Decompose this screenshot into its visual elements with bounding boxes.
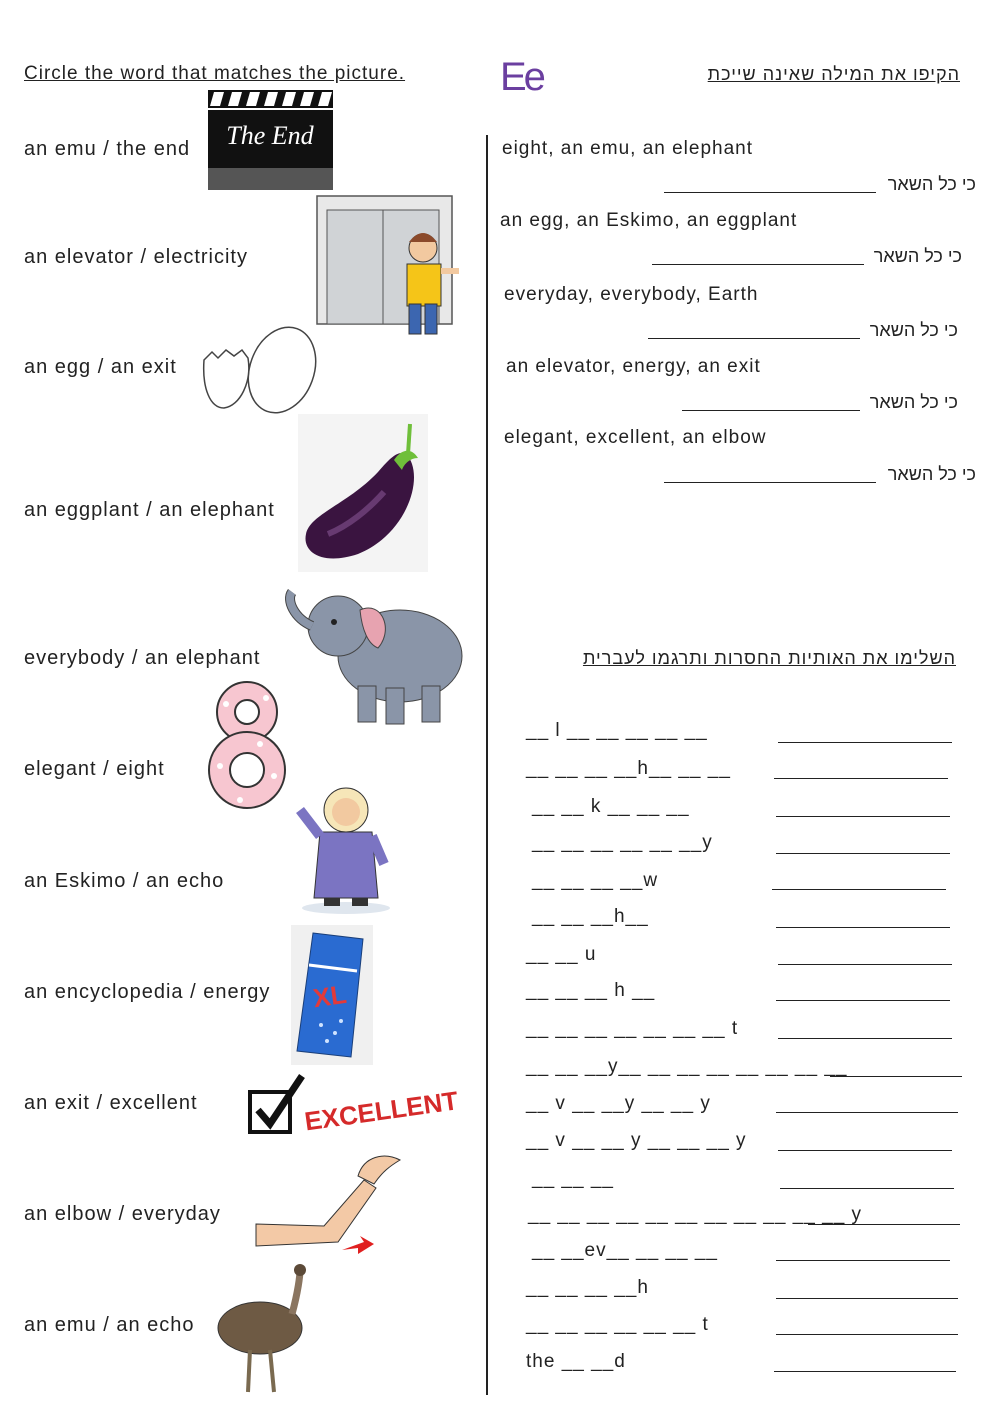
fill-pattern-16[interactable]: __ __ __ __h [526,1277,649,1298]
emu-picture [214,1262,314,1397]
because-label-1: כי כל השאר [887,174,976,194]
excellent-picture [246,1072,460,1138]
can-text: XL [311,978,349,1014]
fill-pattern-10[interactable]: __ __ __y__ __ __ __ __ __ __ __ [526,1056,848,1077]
answer-line-4[interactable] [682,410,860,411]
clapperboard-picture [208,90,333,190]
circle-item-4[interactable]: an eggplant / an elephant [24,499,275,521]
fill-pattern-1[interactable]: __ l __ __ __ __ __ [526,720,708,741]
odd-words-3[interactable]: everyday, everybody, Earth [504,284,759,305]
translation-line-14[interactable] [808,1224,960,1225]
fill-pattern-11[interactable]: __ v __ __y __ __ y [526,1093,711,1114]
letter-e-logo: Ee [500,55,543,99]
circle-item-8[interactable]: an encyclopedia / energy [24,981,271,1003]
answer-line-3[interactable] [648,338,860,339]
answer-line-5[interactable] [664,482,876,483]
egg-picture [200,322,320,417]
circle-item-9[interactable]: an exit / excellent [24,1092,198,1114]
because-label-2: כי כל השאר [873,246,962,266]
circle-item-3[interactable]: an egg / an exit [24,356,177,378]
translation-line-2[interactable] [774,778,948,779]
excellent-text: EXCELLENT [302,1085,460,1137]
circle-item-2[interactable]: an elevator / electricity [24,246,248,268]
circle-item-6[interactable]: elegant / eight [24,758,165,780]
odd-words-1[interactable]: eight, an emu, an elephant [502,138,754,159]
eskimo-picture [296,780,394,915]
fill-pattern-12[interactable]: __ v __ __ y __ __ __ y [526,1130,747,1151]
because-label-5: כי כל השאר [887,464,976,484]
circle-item-11[interactable]: an emu / an echo [24,1314,195,1336]
fill-pattern-7[interactable]: __ __ u [526,944,597,965]
translation-line-12[interactable] [778,1150,952,1151]
fill-pattern-13[interactable]: __ __ __ [532,1168,614,1189]
fill-pattern-14[interactable]: __ __ __ __ __ __ __ __ __ __ __ y [528,1204,863,1225]
translation-line-11[interactable] [776,1112,958,1113]
eggplant-picture [298,414,428,572]
elbow-picture [254,1150,404,1262]
clapperboard-text: The End [226,121,314,150]
circle-item-7[interactable]: an Eskimo / an echo [24,870,225,892]
fill-pattern-18[interactable]: the __ __d [526,1351,626,1372]
translation-line-13[interactable] [780,1188,954,1189]
fill-pattern-15[interactable]: __ __ev__ __ __ __ [532,1240,718,1261]
circle-item-10[interactable]: an elbow / everyday [24,1203,221,1225]
translation-line-16[interactable] [776,1298,958,1299]
fill-pattern-3[interactable]: __ __ k __ __ __ [532,796,690,817]
fill-pattern-17[interactable]: __ __ __ __ __ __ t [526,1314,709,1335]
fill-pattern-9[interactable]: __ __ __ __ __ __ __ t [526,1018,739,1039]
translation-line-15[interactable] [776,1260,950,1261]
translation-line-5[interactable] [772,889,946,890]
translation-line-3[interactable] [776,816,950,817]
circle-item-1[interactable]: an emu / the end [24,138,191,160]
translation-line-6[interactable] [776,927,950,928]
because-label-4: כי כל השאר [869,392,958,412]
odd-words-2[interactable]: an egg, an Eskimo, an eggplant [500,210,798,231]
fill-pattern-6[interactable]: __ __ __h__ [532,906,649,927]
translation-line-17[interactable] [776,1334,958,1335]
column-divider [486,135,488,1395]
number-eight-picture [200,676,295,811]
fill-pattern-5[interactable]: __ __ __ __w [532,870,659,891]
translation-line-4[interactable] [776,853,950,854]
translation-line-18[interactable] [774,1371,956,1372]
odd-words-5[interactable]: elegant, excellent, an elbow [504,427,767,448]
elephant-picture [282,570,468,730]
elevator-picture [317,196,452,336]
answer-line-1[interactable] [664,192,876,193]
complete-instruction: השלימו את האותיות החסרות ותרגמו לעברית [582,648,956,668]
answer-line-2[interactable] [652,264,864,265]
left-instruction: Circle the word that matches the picture. [24,63,406,84]
translation-line-7[interactable] [778,964,952,965]
translation-line-1[interactable] [778,742,952,743]
fill-pattern-2[interactable]: __ __ __ __h__ __ __ [526,758,731,779]
energy-drink-picture [291,925,373,1065]
fill-pattern-4[interactable]: __ __ __ __ __ __y [532,832,713,853]
because-label-3: כי כל השאר [869,320,958,340]
translation-line-10[interactable] [830,1076,962,1077]
fill-pattern-8[interactable]: __ __ __ h __ [526,980,656,1001]
circle-item-5[interactable]: everybody / an elephant [24,647,261,669]
translation-line-9[interactable] [778,1038,952,1039]
translation-line-8[interactable] [776,1000,950,1001]
odd-words-4[interactable]: an elevator, energy, an exit [506,356,761,377]
right-instruction: הקיפו את המילה שאינה שייכת [707,64,960,84]
